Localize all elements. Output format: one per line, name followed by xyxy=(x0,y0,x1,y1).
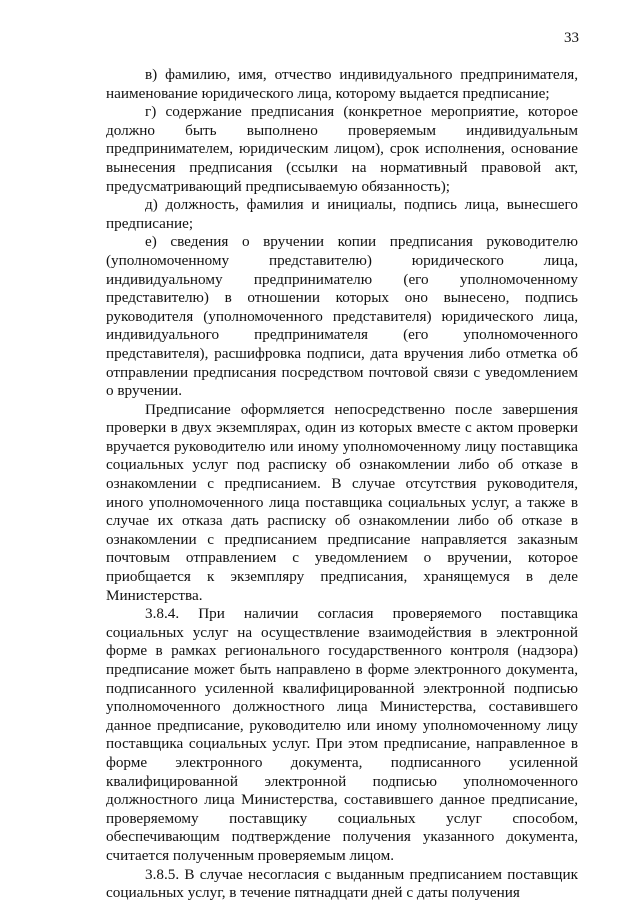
page-number: 33 xyxy=(564,30,579,46)
paragraph-prescription-procedure: Предписание оформляется непосредственно после завершения проверки в двух экземплярах, один из которых вместе с актом проверки вручается руководителю или иному уполномоченному лицу поставщика социальных услуг под расписку об ознакомлении либо об отказе в ознакомлении с предписанием. В случае отсутствия руководителя, иного уполномоченного лица поставщика социальных услуг, а также в случае их отказа дать расписку об ознакомлении либо об отказе в ознакомлении с предписанием предписание направляется заказным почтовым отправлением с уведомлением о вручении, которое приобщается к экземпляру предписания, хранящемуся в деле Министерства. xyxy=(106,400,578,604)
paragraph-item-g: г) содержание предписания (конкретное мероприятие, которое должно быть выполнено проверяемым индивидуальным предпринимателем, юридическим лицом), срок исполнения, основание вынесения предписания (ссылки на нормативный правовой акт, предусматривающий предписываемую обязанность); xyxy=(106,103,578,195)
paragraph-item-v: в) фамилию, имя, отчество индивидуального предпринимателя, наименование юридического лица, которому выдается предписание; xyxy=(106,66,578,102)
paragraph-3-8-5: 3.8.5. В случае несогласия с выданным предписанием поставщик социальных услуг, в течение пятнадцати дней с даты получения xyxy=(106,865,578,902)
document-body xyxy=(106,66,578,903)
paragraph-item-e: е) сведения о вручении копии предписания руководителю (уполномоченному представителю) юридического лица, индивидуальному предпринимателю (его уполномоченному представителю) в отношении которых оно вынесено, подпись руководителя (уполномоченного представителя) юридического лица, индивидуального предпринимателя (его уполномоченного представителя), расшифровка подписи, дата вручения либо отметка об отправлении предписания посредством почтовой связи с уведомлением о вручении. xyxy=(106,233,578,400)
paragraph-3-8-4: 3.8.4. При наличии согласия проверяемого поставщика социальных услуг на осуществление взаимодействия в электронной форме в рамках регионального государственного контроля (надзора) предписание может быть направлено в форме электронного документа, подписанного усиленной квалифицированной электронной подписью уполномоченного должностного лица Министерства, составившего данное предписание, руководителю или иному уполномоченному лицу поставщика социальных услуг. При этом предписание, направленное в форме электронного документа, подписанного усиленной квалифицированной электронной подписью уполномоченного должностного лица Министерства, составившего данное предписание, проверяемому поставщику социальных услуг способом, обеспечивающим подтверждение получения указанного документа, считается полученным проверяемым лицом. xyxy=(106,605,578,864)
paragraph-item-d: д) должность, фамилия и инициалы, подпись лица, вынесшего предписание; xyxy=(106,196,578,232)
